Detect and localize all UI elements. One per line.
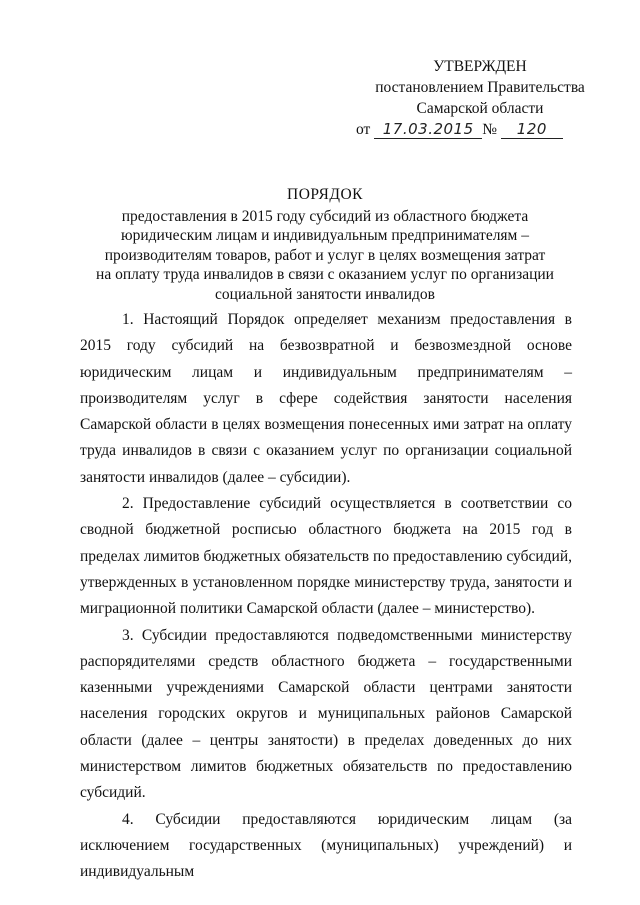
- document-title: [80, 185, 570, 304]
- title-line-2: юридическим лицам и индивидуальным предпринимателям –: [120, 227, 529, 244]
- number-sign: №: [482, 121, 497, 138]
- paragraph-3: 3. Субсидии предоставляются подведомственными министерству распорядителями средств областного бюджета – государственными казенными учреждениями Самарской области центрами занятости населения городских округов и муниципальных районов Самарской области (далее – центры занятости) в пределах доведенных до них министерством лимитов бюджетных обязательств по предоставлению субсидий.: [80, 626, 572, 802]
- handwritten-date: 17.03.2015: [382, 120, 474, 138]
- handwritten-number: 120: [516, 120, 547, 138]
- paragraph-4: 4. Субсидии предоставляются юридическим лицам (за исключением государственных (муниципальных) учреждений) и индивидуальным: [80, 810, 572, 881]
- document-body: [80, 307, 572, 886]
- date-field: [374, 121, 482, 139]
- approval-title: УТВЕРЖДЕН: [433, 58, 527, 75]
- paragraph-2: 2. Предоставление субсидий осуществляется в соответствии со сводной бюджетной росписью областного бюджета на 2015 год в пределах лимитов бюджетных обязательств по предоставлению субсидий, утвержденных в установленном порядке министерству труда, занятости и миграционной политики Самарской области (далее – министерство).: [80, 495, 572, 618]
- date-prefix: от: [356, 121, 371, 138]
- approval-date-line: [355, 119, 605, 140]
- title-line-3: производителям товаров, работ и услуг в целях возмещения затрат: [104, 246, 546, 264]
- approval-authority: постановлением Правительства: [375, 79, 585, 96]
- title-line-1: предоставления в 2015 году субсидий из областного бюджета: [121, 207, 529, 225]
- title-heading: ПОРЯДОК: [287, 186, 363, 203]
- approval-block: [355, 56, 605, 140]
- title-line-5: социальной занятости инвалидов: [215, 285, 435, 303]
- number-field: [501, 121, 563, 139]
- approval-region: Самарской области: [416, 100, 544, 117]
- paragraph-1: 1. Настоящий Порядок определяет механизм предоставления в 2015 году субсидий на безвозвратной и безвозмездной основе юридическим лицам и индивидуальным предпринимателям – производителям услуг в сфере содействия занятости населения Самарской области в целях возмещения понесенных ими затрат на оплату труда инвалидов в связи с оказанием услуг по организации социальной занятости инвалидов (далее – субсидии).: [80, 311, 572, 486]
- title-line-4: на оплату труда инвалидов в связи с оказанием услуг по организации: [96, 266, 554, 283]
